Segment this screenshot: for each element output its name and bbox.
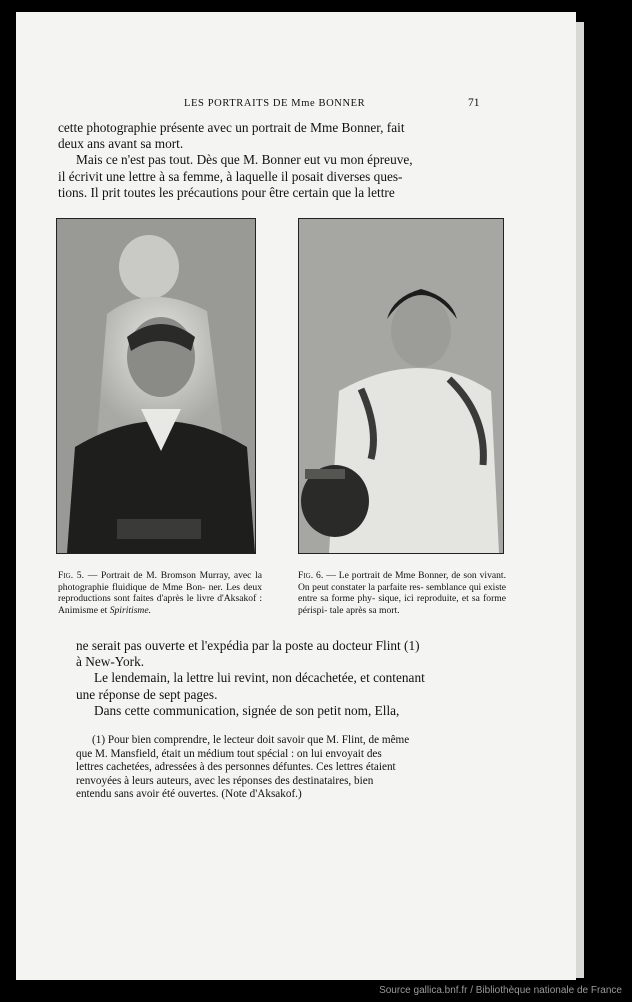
body-text-top <box>58 120 488 201</box>
text-line: Le lendemain, la lettre lui revint, non décachetée, et contenant <box>94 670 425 686</box>
caption-line: avec la photographie fluidique de Mme Bon- <box>58 570 263 593</box>
text-line: ne serait pas ouverte et l'expédia par la poste au docteur Flint (1) <box>76 638 420 653</box>
figure-5-label: Fig. 5. <box>58 570 84 581</box>
text-line: il écrivit une lettre à sa femme, à laquelle il posait diverses ques- <box>58 168 403 184</box>
caption-line: ner. Les deux reproductions sont faites <box>58 581 262 605</box>
footnote-line: lettres cachetées, adressées à des personnes défuntes. Ces lettres étaient <box>76 761 396 774</box>
footnote-line: entendu sans avoir été ouvertes. (Note d'Aksakof.) <box>76 788 302 801</box>
figure-5-caption <box>58 570 262 616</box>
caption-line: vivant. On peut constater la parfaite res- <box>298 570 506 593</box>
figure-6-label: Fig. 6. <box>298 570 324 581</box>
caption-line: semblance qui existe entre sa forme phy- <box>298 581 507 605</box>
text-line: une réponse de sept pages. <box>76 686 218 702</box>
caption-line: — Portrait de M. Bromson Murray, <box>87 570 231 581</box>
body-text-bottom <box>76 638 488 719</box>
text-line: Mais ce n'est pas tout. Dès que M. Bonner eut vu mon épreuve, <box>76 152 413 168</box>
caption-line: d'après le livre d'Aksakof : Animisme et <box>58 593 262 616</box>
figure-6-photograph <box>298 218 504 554</box>
portrait-photograph-illustration <box>299 219 503 553</box>
page-number: 71 <box>468 97 480 109</box>
footnote-line: que M. Mansfield, était un médium tout spécial : on lui envoyait des <box>76 747 382 760</box>
footnote-line: renvoyées à leurs auteurs, avec les réponses des destinataires, bien <box>76 774 374 787</box>
running-title: LES PORTRAITS DE Mme BONNER <box>184 98 366 109</box>
figure-5-photograph <box>56 218 256 554</box>
figure-6-caption <box>298 570 506 616</box>
caption-line: tale après sa mort. <box>329 604 400 616</box>
text-line: Dans cette communication, signée de son petit nom, Ella, <box>94 702 400 718</box>
text-line: cette photographie présente avec un portrait de Mme Bonner, fait <box>58 120 405 135</box>
source-attribution: Source gallica.bnf.fr / Bibliothèque nationale de France <box>379 985 622 996</box>
footnote <box>76 734 486 802</box>
caption-line: sique, ici reproduite, et sa forme périspi- <box>298 593 506 616</box>
page-edge <box>576 22 584 978</box>
spirit-photograph-illustration <box>57 219 255 553</box>
text-line: à New-York. <box>76 654 145 670</box>
text-line: tions. Il prit toutes les précautions pour être certain que la lettre <box>58 184 395 200</box>
footnote-line: (1) Pour bien comprendre, le lecteur doit savoir que M. Flint, de même <box>92 734 410 746</box>
caption-line: Spiritisme. <box>109 604 152 616</box>
text-line: deux ans avant sa mort. <box>58 136 184 152</box>
caption-line: — Le portrait de Mme Bonner, de son <box>326 570 477 581</box>
